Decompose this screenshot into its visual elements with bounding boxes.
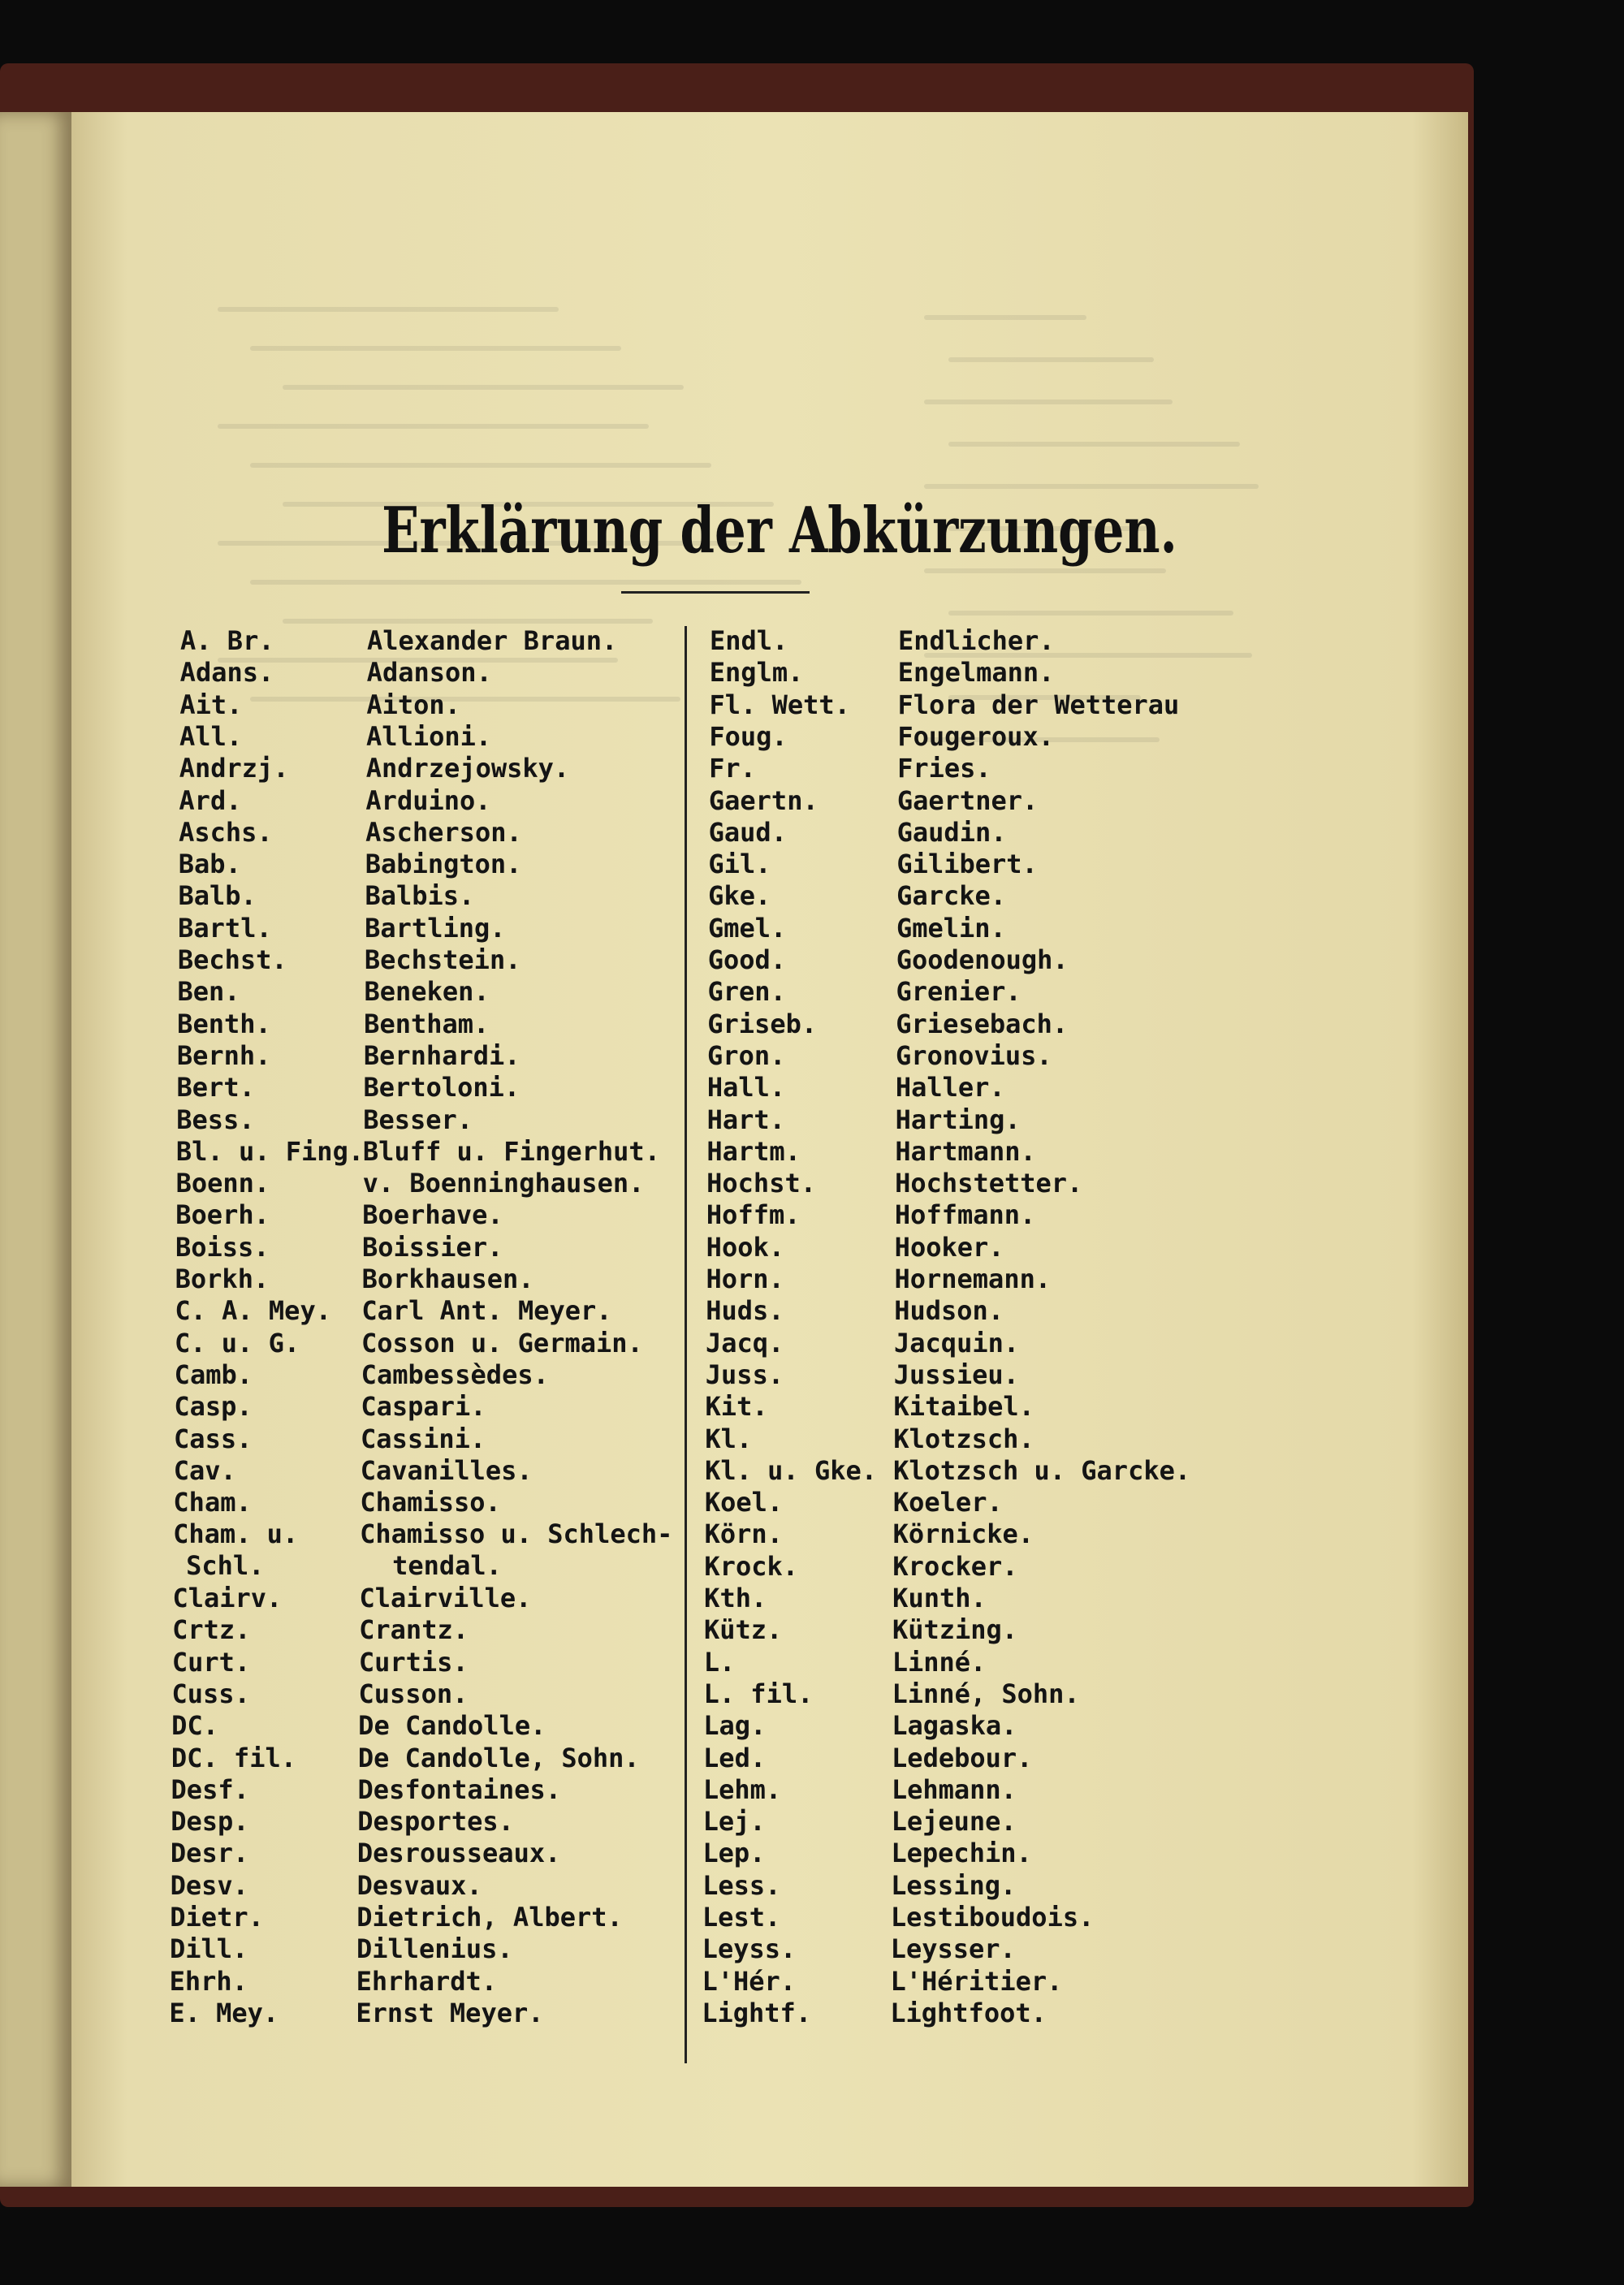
abbreviation: Gren. [707,976,786,1008]
full-name: Linné, Sohn. [892,1678,1080,1709]
full-name: Hudson. [894,1295,1004,1327]
show-through-line [283,385,684,390]
abbreviation: Kütz. [703,1614,783,1646]
abbreviation: Leyss. [702,1933,797,1965]
show-through-line [924,568,1166,573]
full-name: Goodenough. [896,944,1069,975]
show-through-line [948,611,1233,616]
abbreviation: Lej. [702,1806,766,1838]
full-name: Bentham. [364,1008,490,1039]
full-name: Garcke. [896,880,1007,912]
abbreviation: Desr. [170,1838,249,1869]
abbreviation: Desp. [171,1806,249,1838]
full-name: Klotzsch. [893,1423,1034,1454]
full-name: Adanson. [366,657,492,689]
abbreviation: Englm. [709,657,804,689]
abbreviation: Foug. [709,720,788,752]
full-name: Gilibert. [896,849,1038,880]
full-name: Hoffmann. [894,1199,1036,1231]
full-name: Desrousseaux. [356,1838,561,1869]
abbreviation: DC. [171,1710,218,1742]
abbreviation: Lightf. [702,1997,812,2028]
full-name: Clairville. [359,1583,532,1613]
abbreviation: Curt. [171,1646,251,1678]
full-name: Leysser. [890,1933,1016,1965]
abbreviation: Fr. [709,753,756,784]
show-through-line [218,307,559,312]
abbreviation: Hall. [706,1072,786,1104]
abbreviation: C. A. Mey. [175,1295,331,1327]
full-name: Griesebach. [896,1008,1069,1039]
full-name: Krocker. [892,1550,1018,1582]
abbreviation: Lag. [703,1710,767,1742]
full-name: Fries. [897,753,991,784]
full-name: Kunth. [892,1583,987,1613]
abbreviation: Crtz. [172,1614,251,1646]
full-name: Kitaibel. [893,1391,1034,1423]
abbreviation: Less. [702,1869,781,1901]
abbreviation: Ehrh. [169,1965,248,1997]
full-name: Cusson. [358,1678,469,1709]
full-name: Alexander Braun. [367,625,618,656]
full-name: Babington. [365,849,522,880]
show-through-line [924,400,1173,404]
abbreviation: Fl. Wett. [709,689,850,720]
abbreviation: Hochst. [706,1168,816,1199]
full-name: Bertoloni. [363,1072,520,1104]
full-name: Cosson u. Germain. [361,1327,643,1358]
abbreviation: Good. [707,944,787,975]
abbreviation: Led. [703,1742,767,1773]
abbreviation: Lehm. [702,1773,782,1805]
full-name: Dietrich, Albert. [356,1902,623,1933]
abbreviation: Hoffm. [706,1199,801,1231]
show-through-line [250,580,801,585]
abbreviation: Desv. [170,1869,248,1901]
full-name: Boerhave. [362,1199,503,1231]
abbreviation: Koel. [704,1487,784,1518]
full-name: Lejeune. [891,1806,1017,1838]
full-name: Engelmann. [897,657,1055,689]
full-name: Aiton. [366,689,460,720]
abbreviation: Adans. [179,657,274,689]
full-name: Desfontaines. [357,1773,561,1805]
full-name: De Candolle, Sohn. [357,1742,640,1773]
abbreviation: Benth. [177,1008,271,1039]
abbreviation: L'Hér. [702,1965,797,1997]
full-name: Gaertner. [896,784,1039,816]
abbreviation: Ait. [179,689,243,720]
abbreviation: Dill. [169,1933,248,1965]
show-through-line [948,357,1154,362]
abbreviation: Kth. [704,1583,767,1613]
abbreviation: Kit. [705,1391,768,1423]
show-through-line [250,463,711,468]
full-name: Endlicher. [898,625,1055,656]
abbreviation: Lep. [702,1838,766,1869]
abbreviation: Gaud. [708,816,787,848]
abbreviation: Bab. [178,849,241,880]
full-name: L'Héritier. [890,1965,1063,1997]
abbreviation: A. Br. [180,625,274,656]
abbreviation: Cham. u. [173,1518,299,1550]
full-name: Bluff u. Fingerhut. [362,1135,660,1167]
abbreviation: Boenn. [175,1168,270,1199]
abbreviation: Cav. [173,1454,236,1486]
abbreviation: E. Mey. [169,1997,279,2028]
full-name: Haller. [895,1072,1005,1104]
full-name: Desvaux. [356,1869,482,1901]
abbreviation: Hartm. [706,1135,801,1167]
full-name: Bechstein. [364,944,521,975]
abbreviation: Casp. [174,1391,253,1423]
full-name: Balbis. [365,880,475,912]
full-name: Bernhardi. [363,1039,520,1071]
show-through-line [218,424,649,429]
full-name: Curtis. [358,1646,469,1678]
abbreviation: Cass. [174,1423,253,1454]
abbreviation: Gil. [708,849,771,880]
abbreviation: Clairv. [172,1583,283,1613]
show-through-line [283,619,653,624]
full-name: Ascherson. [365,816,522,848]
abbreviation: Krock. [704,1550,798,1582]
full-name: Chamisso u. Schlech- [360,1518,673,1550]
abbreviation: Bert. [176,1072,255,1104]
full-name: Gaudin. [896,816,1007,848]
full-name: Andrzejowsky. [365,753,570,784]
full-name: Grenier. [896,976,1021,1008]
abbreviation: Kl. [705,1423,753,1454]
full-name: Gmelin. [896,912,1006,944]
abbreviation: Lest. [702,1902,781,1933]
full-name: Hooker. [894,1231,1004,1263]
full-name: Cavanilles. [360,1454,533,1486]
full-name: Linné. [892,1646,987,1678]
abbreviation: All. [179,720,243,752]
abbreviation: Körn. [704,1518,783,1550]
abbreviation: Ben. [177,976,240,1008]
full-name: Koeler. [892,1487,1003,1518]
full-name: Gronovius. [896,1039,1052,1071]
full-name: Fougeroux. [897,720,1054,752]
abbreviation: Andrzj. [179,753,289,784]
abbreviation: DC. fil. [171,1742,296,1773]
full-name: De Candolle. [358,1710,546,1742]
full-name: Ernst Meyer. [356,1997,544,2028]
abbreviation: Bess. [176,1104,255,1135]
full-name: Lestiboudois. [890,1902,1095,1933]
full-name: Klotzsch u. Garcke. [893,1454,1191,1486]
full-name: Körnicke. [892,1518,1034,1550]
full-name: Besser. [363,1104,473,1135]
full-name: Desportes. [357,1806,514,1838]
abbreviation: Jacq. [706,1327,784,1358]
abbreviation: Borkh. [175,1263,270,1294]
full-name: Jacquin. [894,1327,1020,1358]
abbreviation: Bernh. [176,1039,271,1071]
full-name: Cassini. [361,1423,486,1454]
full-name: v. Boenninghausen. [362,1168,645,1199]
abbreviation: L. fil. [703,1678,814,1709]
abbreviation-continued: Schl. [186,1550,265,1582]
full-name: Crantz. [359,1614,469,1646]
abbreviation: Horn. [706,1263,784,1294]
full-name: Hartmann. [895,1135,1036,1167]
abbreviation: Kl. u. Gke. [705,1454,877,1486]
full-name: Arduino. [365,784,491,816]
abbreviation: Camb. [174,1358,253,1390]
full-name: Lessing. [891,1869,1017,1901]
abbreviation: Hook. [706,1231,784,1263]
book-page [71,112,1468,2187]
full-name: Jussieu. [893,1358,1019,1390]
abbreviation: Bl. u. Fing. [175,1135,365,1167]
full-name: Chamisso. [360,1487,501,1518]
abbreviation: Huds. [706,1295,784,1327]
full-name: Cambessèdes. [361,1358,549,1390]
column-divider [685,626,687,2063]
abbreviation: Juss. [705,1358,784,1390]
full-name: Hornemann. [894,1263,1052,1294]
left-page-edge [0,112,71,2187]
abbreviation: L. [703,1646,736,1678]
show-through-line [924,315,1086,320]
title-rule [621,591,810,594]
full-name: Caspari. [361,1391,486,1423]
full-name: Beneken. [364,976,490,1008]
abbreviation: Desf. [171,1773,249,1805]
abbreviation: Cuss. [171,1678,250,1709]
abbreviation: C. u. G. [175,1327,300,1358]
abbreviation: Bechst. [177,944,287,975]
abbreviation: Aschs. [179,816,273,848]
full-name: Ehrhardt. [356,1965,498,1997]
full-name: Allioni. [366,720,492,752]
abbreviation: Boiss. [175,1231,270,1263]
abbreviation: Ard. [179,784,242,816]
full-name: Borkhausen. [361,1263,534,1294]
full-name: Kützing. [892,1614,1018,1646]
abbreviation: Hart. [706,1104,785,1135]
abbreviation: Bartl. [178,912,272,944]
full-name: Flora der Wetterau [897,689,1180,720]
abbreviation: Gron. [707,1039,786,1071]
abbreviation: Dietr. [170,1902,264,1933]
abbreviation: Gmel. [707,912,787,944]
show-through-line [948,442,1240,447]
abbreviation: Griseb. [707,1008,818,1039]
full-name: Hochstetter. [895,1168,1083,1199]
full-name: Ledebour. [892,1742,1033,1773]
full-name-continued: tendal. [392,1550,502,1582]
show-through-line [250,697,680,702]
full-name: Boissier. [361,1231,503,1263]
full-name: Carl Ant. Meyer. [361,1295,612,1327]
full-name: Harting. [895,1104,1021,1135]
full-name: Bartling. [365,912,506,944]
full-name: Lehmann. [891,1773,1017,1805]
abbreviation: Balb. [178,880,257,912]
abbreviation: Endl. [710,625,788,656]
abbreviation: Gaertn. [708,784,818,816]
abbreviation: Gke. [708,880,771,912]
show-through-line [250,346,621,351]
abbreviation: Boerh. [175,1199,270,1231]
full-name: Lagaska. [892,1710,1017,1742]
page-title: Erklärung der Abkürzungen. [382,494,1177,568]
show-through-line [924,484,1259,489]
full-name: Lightfoot. [890,1997,1047,2028]
full-name: Lepechin. [891,1838,1032,1869]
abbreviation: Cham. [173,1487,252,1518]
full-name: Dillenius. [356,1933,513,1965]
